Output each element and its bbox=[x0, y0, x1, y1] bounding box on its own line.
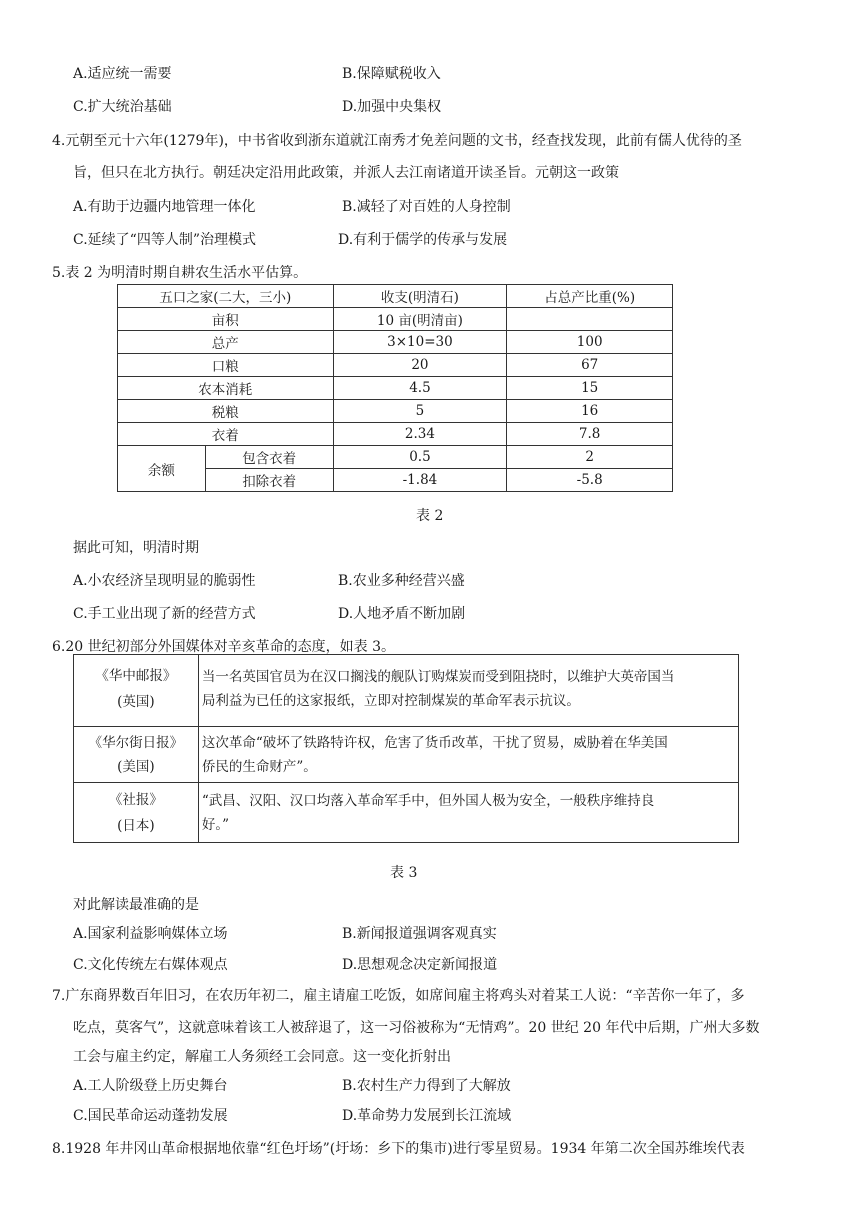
table-cell: 4.5 bbox=[333, 377, 507, 400]
q6-option-a: A.国家利益影响媒体立场 bbox=[73, 926, 228, 942]
media-name: 《华尔街日报》 bbox=[88, 735, 184, 751]
table-cell: 67 bbox=[507, 354, 673, 377]
q5-option-d: D.人地矛盾不断加剧 bbox=[338, 606, 466, 622]
table-header: 收支(明清石) bbox=[333, 285, 507, 308]
table-row bbox=[118, 377, 673, 400]
media-country: (英国) bbox=[117, 694, 155, 710]
table-cell: 7.8 bbox=[507, 423, 673, 446]
q7-stem-line3: 工会与雇主约定，解雇工人务须经工会同意。这一变化折射出 bbox=[73, 1049, 451, 1065]
table-cell: 口粮 bbox=[118, 354, 334, 377]
q3-option-d: D.加强中央集权 bbox=[342, 99, 442, 115]
table-2 bbox=[117, 284, 673, 492]
table-row bbox=[118, 446, 673, 469]
q5-option-c: C.手工业出现了新的经营方式 bbox=[73, 606, 256, 622]
table-cell: 农本消耗 bbox=[118, 377, 334, 400]
table-cell: 20 bbox=[333, 354, 507, 377]
table-3-caption: 表 3 bbox=[390, 865, 418, 881]
q4-stem-line2: 旨，但只在北方执行。朝廷决定沿用此政策，并派人去江南诸道开读圣旨。元朝这一政策 bbox=[73, 165, 619, 181]
media-country: (日本) bbox=[117, 818, 155, 834]
table-cell: 亩积 bbox=[118, 308, 334, 331]
media-quote-line: 侨民的生命财产”。 bbox=[201, 759, 317, 775]
q6-stem: 6.20 世纪初部分外国媒体对辛亥革命的态度，如表 3。 bbox=[52, 639, 395, 655]
q5-question: 据此可知，明清时期 bbox=[73, 540, 199, 556]
q7-option-d: D.革命势力发展到长江流域 bbox=[342, 1108, 512, 1124]
table-2-caption: 表 2 bbox=[416, 508, 444, 524]
q7-option-c: C.国民革命运动蓬勃发展 bbox=[73, 1108, 228, 1124]
q3-option-b: B.保障赋税收入 bbox=[342, 66, 441, 82]
table-row bbox=[74, 783, 739, 843]
q7-option-a: A.工人阶级登上历史舞台 bbox=[73, 1078, 228, 1094]
table-row bbox=[118, 354, 673, 377]
q4-option-b: B.减轻了对百姓的人身控制 bbox=[342, 199, 511, 215]
media-quote-line: 当一名英国官员为在汉口搁浅的舰队订购煤炭而受到阻挠时，以维护大英帝国当 bbox=[201, 669, 675, 685]
table-cell: 税粮 bbox=[118, 400, 334, 423]
q3-option-a: A.适应统一需要 bbox=[73, 66, 172, 82]
table-cell: -1.84 bbox=[333, 469, 507, 492]
table-cell: 总产 bbox=[118, 331, 334, 354]
table-row bbox=[118, 285, 673, 308]
table-cell bbox=[507, 308, 673, 331]
media-quote-line: 好。” bbox=[201, 817, 229, 833]
table-3 bbox=[73, 654, 739, 843]
table-cell: 10 亩(明清亩) bbox=[333, 308, 507, 331]
q7-stem-line2: 吃点，莫客气”，这就意味着该工人被辞退了，这一习俗被称为“无情鸡”。20 世纪 20 年代中后期，广州大多数 bbox=[73, 1020, 760, 1036]
media-name: 《华中邮报》 bbox=[95, 668, 177, 684]
media-quote-line: 这次革命“破坏了铁路特许权，危害了货币改革，干扰了贸易，威胁着在华美国 bbox=[201, 735, 668, 751]
media-name: 《社报》 bbox=[108, 792, 163, 808]
table-cell: 16 bbox=[507, 400, 673, 423]
q8-stem-line1: 8.1928 年井冈山革命根据地依靠“红色圩场”(圩场：乡下的集市)进行零星贸易。1934 年第二次全国苏维埃代表 bbox=[52, 1141, 745, 1157]
media-quote-line: 局利益为已任的这家报纸，立即对控制煤炭的革命军表示抗议。 bbox=[201, 693, 580, 709]
table-cell: 0.5 bbox=[333, 446, 507, 469]
table-header: 五口之家(二大，三小) bbox=[118, 285, 334, 308]
table-row bbox=[74, 727, 739, 783]
table-cell: 2.34 bbox=[333, 423, 507, 446]
q6-question: 对此解读最准确的是 bbox=[73, 897, 199, 913]
table-cell: 15 bbox=[507, 377, 673, 400]
q4-option-c: C.延续了“四等人制”治理模式 bbox=[73, 232, 256, 248]
table-cell: 100 bbox=[507, 331, 673, 354]
table-cell: 包含衣着 bbox=[205, 446, 333, 469]
q4-option-a: A.有助于边疆内地管理一体化 bbox=[73, 199, 256, 215]
q4-stem-line1: 4.元朝至元十六年(1279年)，中书省收到浙东道就江南秀才免差问题的文书，经查找发现，此前有儒人优待的圣 bbox=[52, 133, 742, 149]
q6-option-d: D.思想观念决定新闻报道 bbox=[342, 957, 498, 973]
q7-stem-line1: 7.广东商界数百年旧习，在农历年初二，雇主请雇工吃饭，如席间雇主将鸡头对着某工人说：“辛苦你一年了，多 bbox=[52, 988, 745, 1004]
q3-option-c: C.扩大统治基础 bbox=[73, 99, 172, 115]
table-cell: 5 bbox=[333, 400, 507, 423]
table-cell: 3×10=30 bbox=[333, 331, 507, 354]
table-row bbox=[118, 331, 673, 354]
q4-option-d: D.有利于儒学的传承与发展 bbox=[338, 232, 508, 248]
q5-stem: 5.表 2 为明清时期自耕农生活水平估算。 bbox=[52, 265, 308, 281]
media-country: (美国) bbox=[117, 759, 155, 775]
q6-option-c: C.文化传统左右媒体观点 bbox=[73, 957, 228, 973]
table-cell: 2 bbox=[507, 446, 673, 469]
table-row bbox=[118, 423, 673, 446]
table-cell: -5.8 bbox=[507, 469, 673, 492]
table-header: 占总产比重(%) bbox=[507, 285, 673, 308]
table-cell: 衣着 bbox=[118, 423, 334, 446]
media-quote-line: “武昌、汉阳、汉口均落入革命军手中，但外国人极为安全，一般秩序维持良 bbox=[201, 793, 655, 809]
table-cell-surplus: 余额 bbox=[118, 446, 206, 492]
table-row bbox=[74, 655, 739, 727]
q7-option-b: B.农村生产力得到了大解放 bbox=[342, 1078, 511, 1094]
q5-option-b: B.农业多种经营兴盛 bbox=[338, 573, 465, 589]
table-row bbox=[118, 400, 673, 423]
q6-option-b: B.新闻报道强调客观真实 bbox=[342, 926, 497, 942]
q5-option-a: A.小农经济呈现明显的脆弱性 bbox=[73, 573, 256, 589]
table-cell: 扣除衣着 bbox=[205, 469, 333, 492]
table-row bbox=[118, 308, 673, 331]
